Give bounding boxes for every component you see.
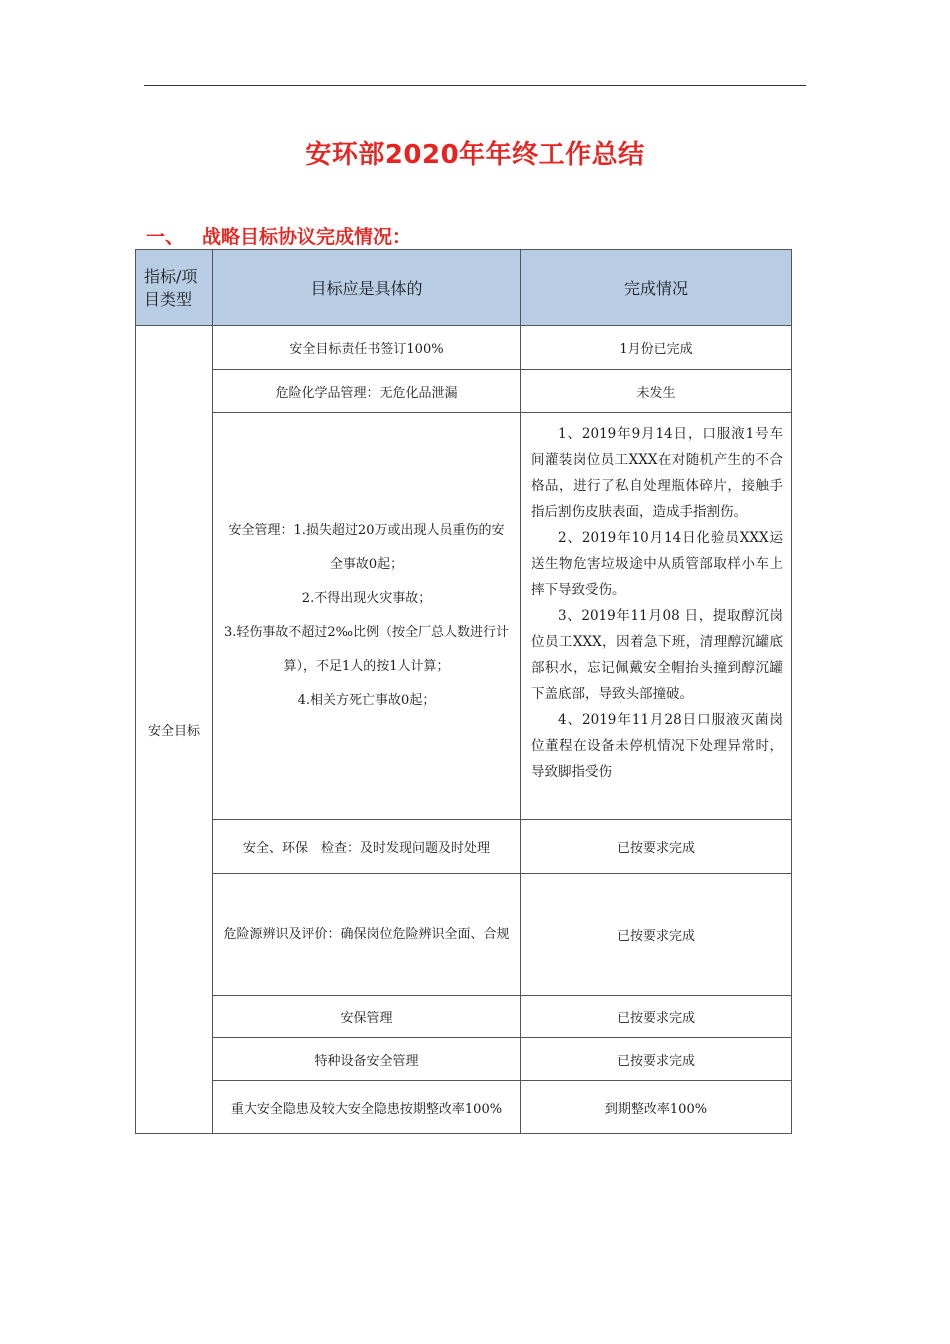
goal-cell: 安保管理 — [213, 996, 521, 1038]
table-row — [136, 413, 792, 820]
goal-line: 安全管理：1.损失超过20万或出现人员重伤的安全事故0起； — [228, 523, 505, 572]
result-cell: 已按要求完成 — [521, 820, 792, 874]
result-cell: 未发生 — [521, 370, 792, 413]
goal-cell: 安全目标责任书签订100% — [213, 326, 521, 370]
table-row — [136, 1081, 792, 1134]
goal-cell: 安全、环保 检查：及时发现问题及时处理 — [213, 820, 521, 874]
header-goal: 目标应是具体的 — [213, 250, 521, 326]
table-row — [136, 874, 792, 996]
goal-line: 4.相关方死亡事故0起； — [297, 693, 436, 708]
goal-cell: 特种设备安全管理 — [213, 1038, 521, 1081]
header-result: 完成情况 — [521, 250, 792, 326]
header-type: 指标/项目类型 — [136, 250, 213, 326]
incident-item: 3、2019年11月08 日，提取醇沉岗位员工XXX，因着急下班，清理醇沉罐底部积水，忘记佩戴安全帽抬头撞到醇沉罐下盖底部，导致头部撞破。 — [531, 608, 783, 702]
goal-cell: 重大安全隐患及较大安全隐患按期整改率100% — [213, 1081, 521, 1134]
incident-item: 2、2019年10月14日化验员XXX运送生物危害垃圾途中从质管部取样小车上摔下导致受伤。 — [531, 530, 783, 598]
section-heading — [146, 222, 411, 249]
table-row — [136, 996, 792, 1038]
incident-item: 1、2019年9月14日，口服液1号车间灌装岗位员工XXX在对随机产生的不合格品，进行了私自处理瓶体碎片，接触手指后割伤皮肤表面，造成手指割伤。 — [531, 426, 783, 520]
section-title: 战略目标协议完成情况： — [202, 226, 412, 248]
table-header-row — [136, 250, 792, 326]
goal-cell: 危险化学品管理：无危化品泄漏 — [213, 370, 521, 413]
goals-table — [135, 249, 792, 1134]
goal-cell: 危险源辨识及评价：确保岗位危险辨识全面、合规 — [213, 874, 521, 996]
result-cell: 到期整改率100% — [521, 1081, 792, 1134]
table-row — [136, 326, 792, 370]
result-cell: 1月份已完成 — [521, 326, 792, 370]
result-cell: 已按要求完成 — [521, 874, 792, 996]
document-title: 安环部2020年年终工作总结 — [305, 140, 645, 170]
table-row — [136, 820, 792, 874]
table-row — [136, 1038, 792, 1081]
header-rule — [144, 85, 806, 86]
result-cell: 已按要求完成 — [521, 1038, 792, 1081]
table-row — [136, 370, 792, 413]
goal-cell-safety-management — [213, 413, 521, 820]
category-cell: 安全目标 — [136, 326, 213, 1134]
incident-item: 4、2019年11月28日口服液灭菌岗位董程在设备未停机情况下处理异常时，导致脚指受伤 — [531, 712, 783, 780]
goal-line: 3.轻伤事故不超过2‰比例（按全厂总人数进行计算），不足1人的按1人计算； — [223, 625, 510, 674]
result-cell: 已按要求完成 — [521, 996, 792, 1038]
goal-line: 2.不得出现火灾事故； — [301, 591, 432, 606]
section-number: 一、 — [146, 226, 185, 248]
result-cell-incidents — [521, 413, 792, 820]
